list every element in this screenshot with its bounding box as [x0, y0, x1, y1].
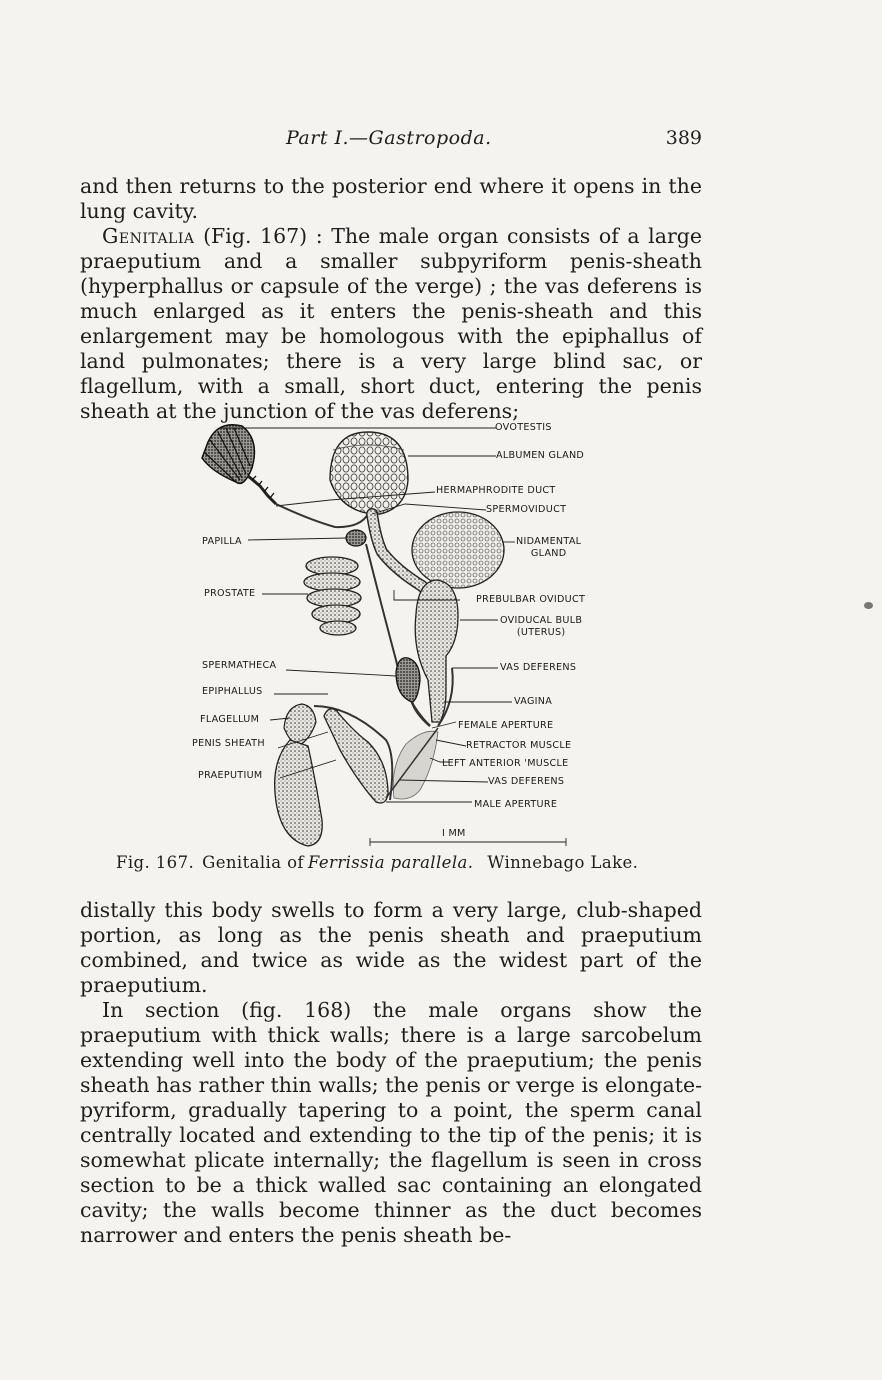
spermatheca-shape [396, 658, 420, 702]
label-vas-deferens-upper: VAS DEFERENS [500, 662, 577, 673]
ovotestis-shape [202, 425, 276, 504]
caption-taxon: Ferrissia parallela. [307, 853, 474, 872]
label-left-anterior-muscle: LEFT ANTERIOR 'MUSCLE [442, 758, 569, 769]
paragraph-flagellum-continuation: distally this body swells to form a very large, club-shaped portion, as long as the penis sheath and praeputium combined, and twice as wide as the widest part of the praeputium. [80, 898, 702, 997]
label-epiphallus: EPIPHALLUS [202, 686, 263, 697]
caption-locality: Winnebago Lake. [487, 853, 639, 872]
praeputium-shape [275, 740, 323, 846]
flagellum-shape [284, 704, 316, 746]
body-text-top [80, 174, 702, 424]
figure-167 [190, 410, 610, 855]
paragraph-genitalia [80, 224, 702, 424]
paper-speck [864, 602, 873, 609]
figure-caption [116, 853, 676, 872]
label-scale-bar: I MM [442, 828, 466, 839]
label-papilla: PAPILLA [202, 536, 242, 547]
label-vagina: VAGINA [514, 696, 553, 707]
label-spermoviduct: SPERMOVIDUCT [486, 504, 567, 515]
prostate-shape [304, 557, 361, 635]
label-retractor-muscle: RETRACTOR MUSCLE [466, 740, 572, 751]
label-ovotestis: OVOTESTIS [495, 422, 552, 433]
genitalia-heading: Genitalia [102, 224, 195, 248]
papilla-shape [346, 530, 366, 546]
caption-text: Genitalia of [202, 853, 304, 872]
page-number: 389 [665, 127, 702, 149]
label-vas-deferens-lower: VAS DEFERENS [488, 776, 565, 787]
label-prebulbar-oviduct: PREBULBAR OVIDUCT [476, 594, 586, 605]
penis-sheath-shape [324, 709, 388, 803]
paragraph-section: In section (fig. 168) the male organs show the praeputium with thick walls; there is a large sarcobelum extending well into the body of the praeputium; the penis sheath has rather thin walls; the penis or verge is elongate-pyriform, gradually tapering to a point, the sperm canal centrally located and extending to the tip of the penis; it is somewhat plicate internally; the flagellum is seen in cross section to be a thick walled sac containing an elongated cavity; the walls become thinner as the duct becomes narrower and enters the penis sheath be- [80, 998, 702, 1247]
page-header [80, 127, 702, 155]
label-prostate: PROSTATE [204, 588, 256, 599]
label-oviducal-bulb: OVIDUCAL BULB (UTERUS) [500, 615, 583, 638]
oviducal-bulb-shape [415, 580, 458, 722]
label-nidamental-gland: NIDAMENTAL GLAND [516, 536, 582, 559]
paragraph-continuation: and then returns to the posterior end where it opens in the lung cavity. [80, 174, 702, 223]
label-male-aperture: MALE APERTURE [474, 799, 558, 810]
label-penis-sheath: PENIS SHEATH [192, 738, 265, 749]
caption-prefix: Fig. 167. [116, 853, 195, 872]
label-praeputium: PRAEPUTIUM [198, 770, 263, 781]
genitalia-text: (Fig. 167) : The male organ consists of a large praeputium and a smaller subpyriform penis-sheath (hyperphallus or capsule of the verge) ; the vas deferens is much enlarged as it enters the penis-sheath and this enlargement may be homologous with the epiphallus of land pulmonates; there is a very large blind sac, or flagellum, with a small, short duct, entering the penis sheath at the junction of the vas deferens; [80, 224, 702, 423]
label-albumen-gland: ALBUMEN GLAND [496, 450, 585, 461]
label-female-aperture: FEMALE APERTURE [458, 720, 554, 731]
left-anterior-muscle-shape [393, 731, 438, 799]
albumen-gland-shape [330, 432, 408, 514]
nidamental-gland-shape [412, 512, 504, 588]
running-title: Part I.—Gastropoda. [286, 127, 492, 149]
label-hermaphrodite-duct: HERMAPHRODITE DUCT [436, 485, 556, 496]
body-text-bottom [80, 898, 702, 1248]
label-spermatheca: SPERMATHECA [202, 660, 277, 671]
label-flagellum: FLAGELLUM [200, 714, 260, 725]
